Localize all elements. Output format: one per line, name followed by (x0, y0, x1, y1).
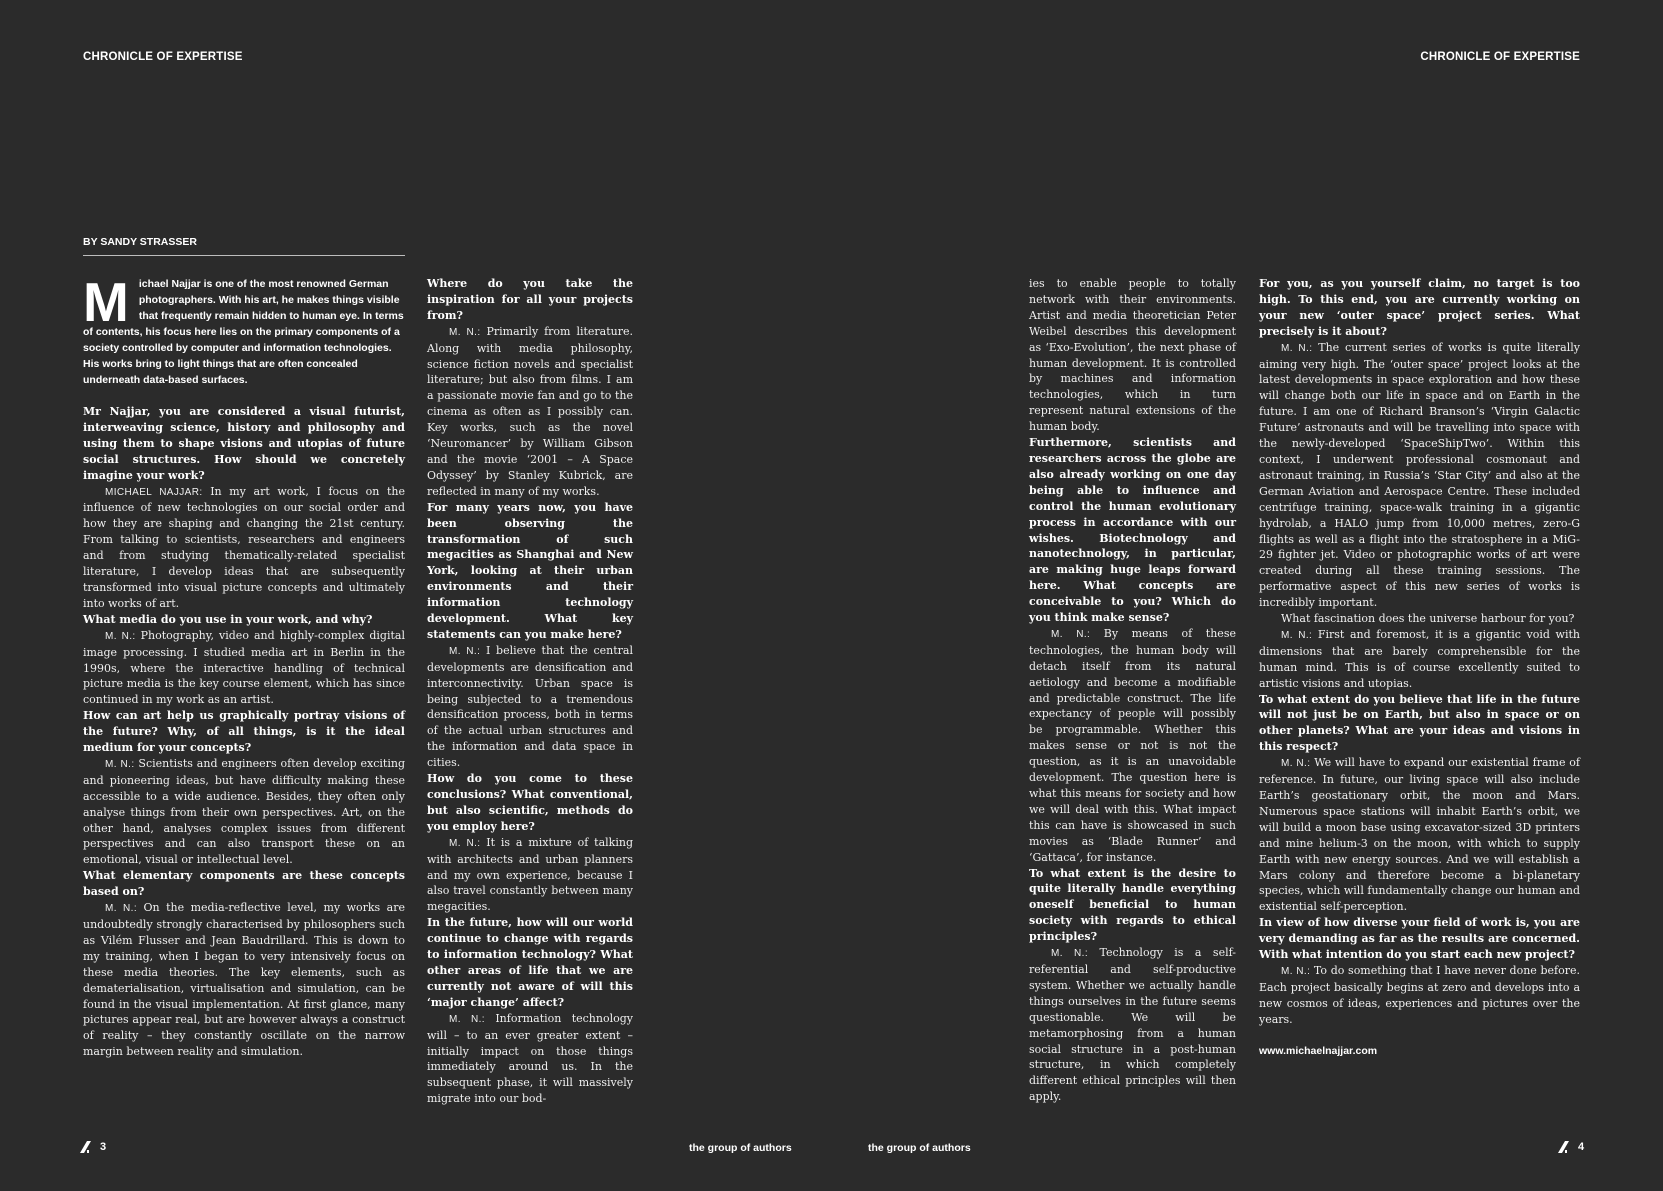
interview-answer (1259, 755, 1580, 915)
interview-answer (1259, 963, 1580, 1028)
interview-answer (427, 643, 633, 771)
interview-question: In the future, how will our world continue to change with regards to information technology? What other areas of life that we are currently not aware of will this ‘major change’ affect? (427, 916, 633, 1009)
speaker-label: M. N.: (105, 903, 138, 915)
speaker-label: M. N.: (1281, 758, 1311, 770)
intro-text: ichael Najjar is one of the most renowned German photographers. With his art, he makes things visible that frequently remain hidden to human eye. In terms of contents, his focus here lies on the primary components of a society controlled by computer and information technologies. His works bring to light things that are often concealed underneath data-based surfaces. (83, 278, 404, 386)
column-2 (427, 276, 633, 1107)
speaker-label: M. N.: (105, 758, 135, 770)
logo-icon (78, 1140, 92, 1154)
column-4-body (1259, 276, 1580, 1028)
answer-text: To do something that I have never done before. Each project basically begins at zero and develops into a new cosmos of ideas, experiences and pictures over the years. (1259, 963, 1580, 1026)
header-left: CHRONICLE OF EXPERTISE (83, 51, 243, 63)
interview-question: In view of how diverse your field of work is, you are very demanding as far as the results are concerned. With what intention do you start each new project? (1259, 916, 1580, 962)
speaker-label: M. N.: (449, 326, 481, 338)
interview-answer (427, 1011, 633, 1107)
interview-question: How do you come to these conclusions? What conventional, but also scientific, methods do you employ here? (427, 772, 633, 833)
answer-text: In my art work, I focus on the influence of new technologies on our social order and how they are shaping and changing the 21st century. From talking to scientists, researchers and engineers and from studying thematically-related specialist literature, I develop ideas that are subsequently transformed into visual picture concepts and ultimately into works of art. (83, 484, 405, 610)
speaker-label: M. N.: (449, 837, 481, 849)
interview-question: To what extent is the desire to quite literally handle everything oneself beneficial to human society with regards to ethical principles? (1029, 866, 1236, 944)
footer-credit-right: the group of authors (868, 1142, 971, 1154)
column-4 (1259, 276, 1580, 1060)
speaker-label: M. N.: (449, 1013, 485, 1025)
logo-icon (1556, 1140, 1570, 1154)
answer-text: Photography, video and highly-complex digital image processing. I studied media art in Berlin in the 1990s, where the interactive handling of technical picture media is the key course element, which has since continued in my work as an artist. (83, 628, 405, 707)
speaker-label: M. N.: (1051, 948, 1089, 960)
column-1-body (83, 404, 405, 1060)
answer-text: Information technology will – to an ever greater extent – initially impact on those things immediately around us. In the subsequent phase, it will massively migrate into our bod- (427, 1011, 633, 1106)
interview-question: For you, as you yourself claim, no target is too high. To this end, you are currently working on your new ‘outer space’ project series. What precisely is it about? (1259, 277, 1580, 338)
interview-answer (427, 324, 633, 500)
answer-text: On the media-reflective level, my works are undoubtedly strongly characterised by philosophers such as Vilém Flusser and Jean Baudrillard. This is down to my training, when I began to very intensively focus on these media theories. The key elements, such as dematerialisation, virtualisation and simulation, can be found in the visual implementation. At first glance, many pictures appear real, but are however always a construct of reality – they constantly oscillate on the narrow margin between reality and simulation. (83, 901, 405, 1059)
drop-cap: M (83, 271, 129, 333)
answer-text: Primarily from literature. Along with media philosophy, science fiction novels and specialist literature; but also from films. I am a passionate movie fan and go to the cinema as often as I possibly can. Key works, such as the novel ‘Neuromancer’ by William Gibson and the movie ‘2001 – A Space Odyssey’ by Stanley Kubrick, are reflected in many of my works. (427, 324, 633, 498)
interview-question: What media do you use in your work, and why? (83, 612, 373, 626)
interview-question: Where do you take the inspiration for all your projects from? (427, 277, 633, 322)
answer-text: First and foremost, it is a gigantic void with dimensions that are barely comprehensible for the human mind. This is of course excellently suited to artistic visions and utopias. (1259, 627, 1580, 690)
page-number-left (78, 1140, 106, 1154)
interview-question: Mr Najjar, you are considered a visual futurist, interweaving science, history and philosophy and using them to shape visions and utopias of future social structures. How should we concretely imagine your work? (83, 405, 405, 482)
body-paragraph: ies to enable people to totally network with their environments. Artist and media theoretician Peter Weibel describes this development as ‘Exo-Evolution’, the next phase of human development. It is controlled by machines and information technologies, which in turn represent natural extensions of the human body. (1029, 277, 1236, 434)
page-number-right (1556, 1140, 1584, 1154)
interview-answer (1259, 627, 1580, 692)
interview-question: Furthermore, scientists and researchers across the globe are also already working on one day being able to influence and control the human evolutionary process in accordance with our wishes. Biotechnology and nanotechnology, in particular, are making huge leaps forward here. What concepts are conceivable to you? Which do you think make sense? (1029, 436, 1236, 625)
column-3-body (1029, 276, 1236, 1105)
footer-credit-left: the group of authors (689, 1142, 792, 1154)
interview-question: How can art help us graphically portray visions of the future? Why, of all things, is it the ideal medium for your concepts? (83, 709, 405, 755)
column-3 (1029, 276, 1236, 1105)
interview-answer (1259, 340, 1580, 611)
interview-question: To what extent do you believe that life in the future will not just be on Earth, but also in space or on other planets? What are your ideas and visions in this respect? (1259, 692, 1580, 754)
interview-answer (83, 756, 405, 868)
interview-question: For many years now, you have been observing the transformation of such megacities as Shanghai and New York, looking at their urban environments and their information technology development. What key statements can you make here? (427, 500, 633, 641)
interview-question: What elementary components are these concepts based on? (83, 869, 405, 899)
header-right: CHRONICLE OF EXPERTISE (1420, 51, 1580, 63)
answer-text: We will have to expand our existential frame of reference. In future, our living space will also include Earth’s geostationary orbit, the moon and Mars. Numerous space stations will inhabit Earth’s orbit, we will build a moon base using excavator-sized 3D printers and mine helium-3 on the moon, with which to supply Earth with new energy sources. And we will establish a Mars colony and therefore become a bi-planetary species, which will fundamentally change our human and existential self-perception. (1259, 756, 1580, 914)
answer-text: What fascination does the universe harbour for you? (1281, 612, 1575, 626)
speaker-label: M. N.: (1281, 342, 1313, 354)
page-number: 4 (1578, 1141, 1585, 1153)
page-number: 3 (100, 1141, 107, 1153)
interview-answer (1259, 611, 1580, 627)
speaker-label: M. N.: (1281, 965, 1311, 977)
byline: BY SANDY STRASSER (83, 236, 405, 256)
speaker-label: M. N.: (1051, 628, 1091, 640)
answer-text: It is a mixture of talking with architects and urban planners and my own experience, because I also travel constantly between many megacities. (427, 835, 633, 914)
interview-answer (1029, 626, 1236, 866)
speaker-label: M. N.: (1281, 629, 1313, 641)
answer-text: Scientists and engineers often develop exciting and pioneering ideas, but have difficulty making these accessible to a wide audience. Besides, they often only analyse things from their own perspectives. Art, on the other hand, analyses complex issues from different perspectives and can also transport these on an emotional, visual or intellectual level. (83, 756, 405, 867)
interview-answer (427, 835, 633, 916)
website-link[interactable]: www.michaelnajjar.com (1259, 1044, 1378, 1057)
interview-answer (1029, 945, 1236, 1105)
column-2-body (427, 276, 633, 1107)
speaker-label: MICHAEL NAJJAR: (105, 486, 203, 498)
interview-answer (83, 900, 405, 1060)
answer-text: Technology is a self-referential and self-productive system. Whether we actually handle things ourselves in the future seems questionable. We will be metamorphosing from a human social structure in a post-human structure, in which completely different ethical principles will then apply. (1029, 946, 1236, 1104)
answer-text: The current series of works is quite literally aiming very high. The ‘outer space’ project looks at the latest developments in space exploration and how these will change both our life in space and on Earth in the future. I am one of Richard Branson’s ‘Virgin Galactic Future’ astronauts and will be travelling into space with the newly-developed ‘SpaceShipTwo’. Within this context, I underwent professional cosmonaut and astronaut training, in Russia’s ‘Star City’ and also at the German Aviation and Aerospace Centre. These included centrifuge training, space-walk training in a gigantic hydrolab, a HALO jump from 10,000 metres, zero-G flights as well as a flight into the stratosphere in a MiG-29 fighter jet. Video or photographic works of art were created during all these training sessions. The performative aspect of this new series of works is incredibly important. (1259, 340, 1580, 610)
answer-text: By means of these technologies, the human body will detach itself from its natural aetiology and become a modifiable and predictable construct. The life expectancy of people will possibly be programmable. Whether this makes sense or not is not the question, as it is an unavoidable development. The question here is what this means for society and how we will deal with this. What impact this can have is showcased in such movies as ‘Blade Runner’ and ‘Gattaca’, for instance. (1029, 626, 1236, 864)
interview-answer (83, 628, 405, 709)
interview-answer (83, 484, 405, 612)
intro-paragraph (83, 271, 405, 388)
speaker-label: M. N.: (449, 645, 481, 657)
column-1 (83, 271, 405, 1060)
speaker-label: M. N.: (105, 630, 136, 642)
answer-text: I believe that the central developments are densification and interconnectivity. Urban space is being subjected to a tremendous densification process, both in terms of the actual urban structures and the information and data space in cities. (427, 643, 633, 770)
